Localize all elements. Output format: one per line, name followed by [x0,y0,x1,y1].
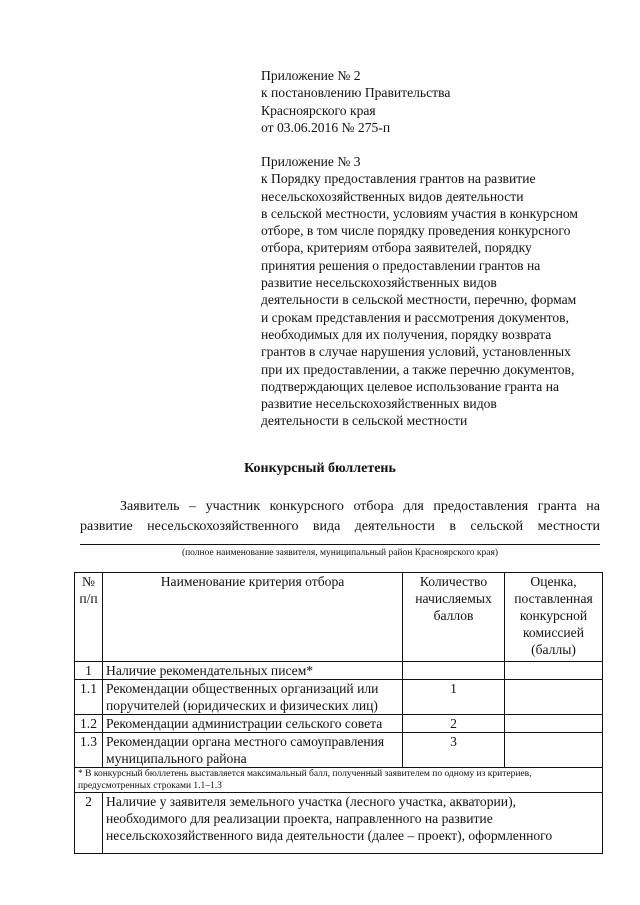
annex-3-line: деятельности в сельской местности [261,413,468,429]
annex-3-line: к Порядку предоставления грантов на развитие [261,171,536,187]
row-num: 2 [75,793,103,854]
row-points: 3 [403,733,505,768]
row-criterion: Рекомендации органа местного самоуправления муниципального района [103,733,403,768]
criteria-table [74,572,603,854]
table-row [75,680,603,715]
annex-3-line: необходимых для их получения, порядку возврата [261,326,552,342]
row-score [505,662,603,680]
header-num: № п/п [75,573,103,662]
annex-3-line: деятельности в сельской местности, перечню, формам [261,292,577,308]
row-points: 1 [403,680,505,715]
row-points: 2 [403,715,505,733]
document-title: Конкурсный бюллетень [244,461,396,476]
row-points [403,662,505,680]
annex-3-line: развитие несельскохозяйственных видов [261,275,497,291]
table-row [75,715,603,733]
row-score [505,680,603,715]
row-score [505,733,603,768]
annex-3-line: несельскохозяйственных видов деятельности [261,188,524,204]
annex-3-line: принятия решения о предоставлении грантов на [261,257,541,273]
annex-3-line: отборе, в том числе порядку проведения конкурсного [261,223,571,239]
table-row [75,662,603,680]
applicant-name-caption: (полное наименование заявителя, муниципальный район Красноярского края) [181,548,499,558]
annex-3-line: грантов в случае нарушения условий, установленных [261,344,571,360]
annex-2-line: Красноярского края [261,102,376,118]
table-row [75,733,603,768]
annex-3-line: развитие несельскохозяйственных видов [261,396,497,412]
table-footnote-row [75,768,603,793]
row-criterion: Рекомендации общественных организаций или поручителей (юридических и физических лиц) [103,680,403,715]
row-criterion: Рекомендации администрации сельского совета [103,715,403,733]
row-num: 1 [75,662,103,680]
row-num: 1.3 [75,733,103,768]
applicant-name-fill-line [80,544,600,545]
annex-2-line: от 03.06.2016 № 275-п [261,119,391,135]
intro-line-1: Заявитель – участник конкурсного отбора для предоставления гранта на [120,499,600,514]
table-footnote: * В конкурсный бюллетень выставляется максимальный балл, полученный заявителем по одному из критериев, предусмотренных строками 1.1–1.3 [75,768,603,793]
table-header-row [75,573,603,662]
row-num: 1.1 [75,680,103,715]
header-score: Оценка, поставленная конкурсной комиссией (баллы) [505,573,603,662]
row-criterion: Наличие у заявителя земельного участка (лесного участка, акватории), необходимого для реализации проекта, направленного на развитие несельскохозяйственного вида деятельности (далее – проект), оформленного [103,793,603,854]
annex-2-line: Приложение № 2 [261,68,361,83]
annex-3-line: Приложение № 3 [261,154,361,169]
annex-3-line: отбора, критериям отбора заявителей, порядку [261,240,532,256]
intro-paragraph [80,497,600,537]
annex-3-line: при их предоставлении, а также перечню документов, [261,361,575,377]
annex-2-line: к постановлению Правительства [261,85,451,101]
intro-line-2: развитие несельскохозяйственного вида деятельности в сельской местности [80,519,600,534]
annex-2-header [261,67,606,136]
row-score [505,715,603,733]
annex-3-header [261,153,606,430]
annex-3-line: в сельской местности, условиям участия в конкурсном [261,205,579,221]
header-points: Количество начисляемых баллов [403,573,505,662]
annex-3-line: подтверждающих целевое использование гранта на [261,378,560,394]
table-row [75,793,603,854]
row-criterion: Наличие рекомендательных писем* [103,662,403,680]
header-criterion: Наименование критерия отбора [103,573,403,662]
annex-3-line: и срокам представления и рассмотрения документов, [261,309,569,325]
row-num: 1.2 [75,715,103,733]
